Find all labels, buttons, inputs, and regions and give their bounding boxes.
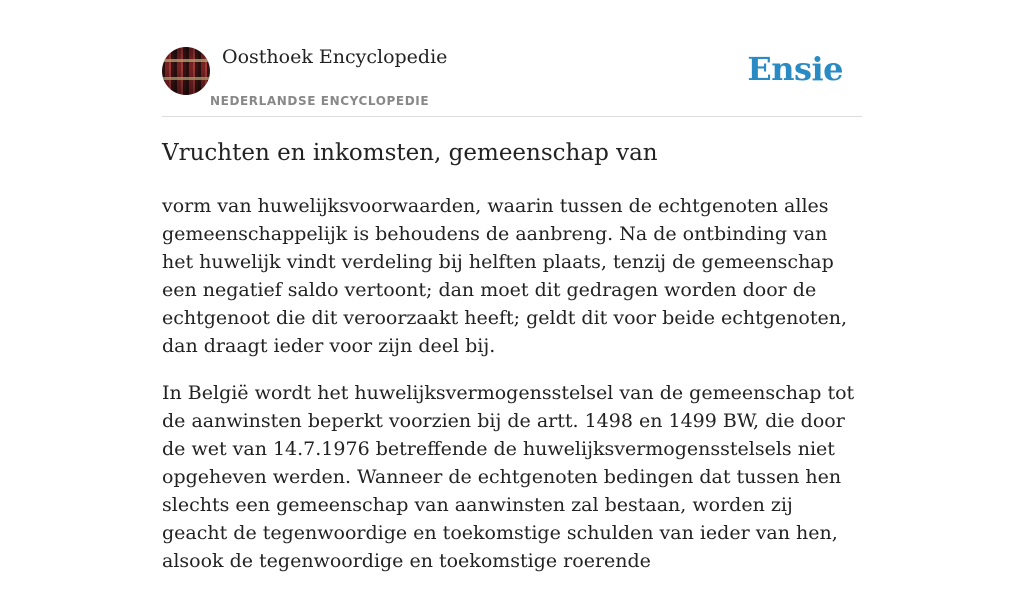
article-body [162,192,862,594]
site-subtitle: NEDERLANDSE ENCYCLOPEDIE [210,94,430,108]
avatar-shade [162,47,210,95]
article-paragraph: In België wordt het huwelijksvermogensstelsel van de gemeenschap tot de aanwinsten beperkt voorzien bij de artt. 1498 en 1499 BW, die door de wet van 14.7.1976 betreffende de huwelijksvermogensstelsels niet opgeheven werden. Wanneer de echtgenoten bedingen dat tussen hen slechts een gemeenschap van aanwinsten zal bestaan, worden zij geacht de tegenwoordige en toekomstige schulden van ieder van hen, alsook de tegenwoordige en toekomstige roerende [162,382,855,572]
ensie-brand-logo[interactable]: Ensie [747,50,843,88]
site-logo-avatar[interactable] [162,47,210,95]
site-name-link[interactable]: Oosthoek Encyclopedie [222,46,448,68]
article-paragraph: vorm van huwelijksvoorwaarden, waarin tussen de echtgenoten alles gemeenschappelijk is behoudens de aanbreng. Na de ontbinding van het huwelijk vindt verdeling bij helften plaats, tenzij de gemeenschap een negatief saldo vertoont; dan moet dit gedragen worden door de echtgenoot die dit veroorzaakt heeft; geldt dit voor beide echtgenoten, dan draagt ieder voor zijn deel bij. [162,195,847,357]
site-header [162,42,862,117]
article-title: Vruchten en inkomsten, gemeenschap van [162,140,658,166]
